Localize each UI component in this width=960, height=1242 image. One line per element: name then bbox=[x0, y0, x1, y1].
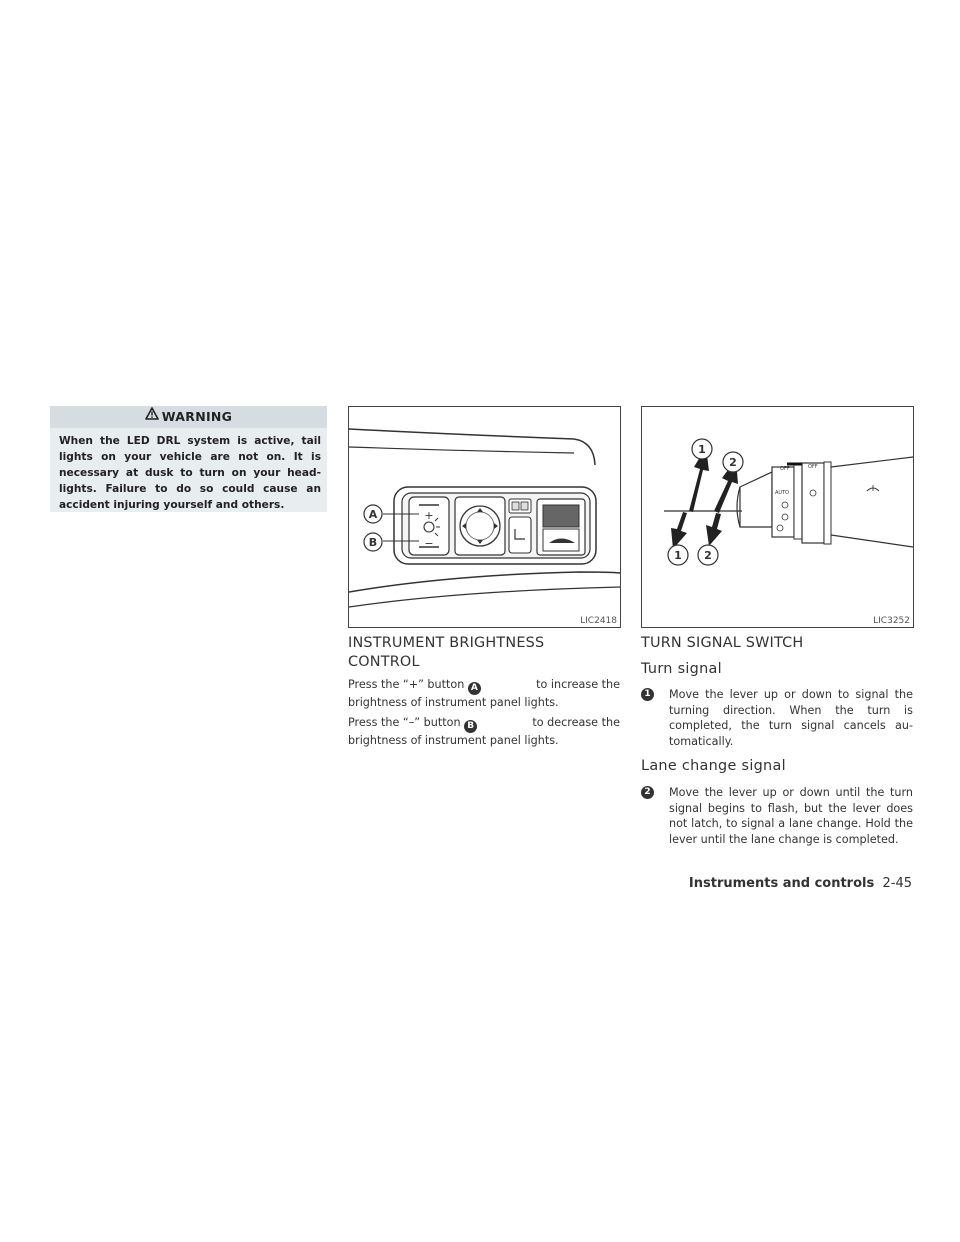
footer-section: Instruments and controls bbox=[688, 876, 875, 891]
plus-label: + bbox=[424, 509, 434, 522]
lane-change-text: Move the lever up or down until the turn signal begins to flash, but the lever does not latch, to signal a lane change. Hold the lever until the lane change is completed. bbox=[669, 786, 913, 846]
badge-1: 1 bbox=[641, 688, 654, 701]
badge-2: 2 bbox=[641, 786, 654, 799]
switch-auto-label: AUTO bbox=[775, 490, 790, 496]
figure-brightness-control bbox=[348, 406, 621, 628]
callout-a: A bbox=[368, 508, 378, 521]
brightness-paragraph-2: Press the “–” button B to decrease the brightness of instrument panel lights. bbox=[348, 716, 620, 747]
warning-header bbox=[50, 406, 327, 428]
turn-signal-illustration bbox=[642, 407, 913, 627]
warning-text: When the LED DRL system is active, tail lights on your vehicle are not on. It is necessary at dusk to turn on your head-lights. Failure to do so could cause an accident injuring yourself and others. bbox=[59, 435, 321, 511]
callout-b: B bbox=[368, 536, 378, 549]
footer-page-number: 2-45 bbox=[882, 876, 912, 891]
callout-2-down: 2 bbox=[704, 549, 712, 562]
arrow-2-down bbox=[706, 513, 722, 546]
brightness-heading: INSTRUMENT BRIGHTNESS CONTROL bbox=[348, 635, 545, 670]
turn-switch-heading: TURN SIGNAL SWITCH bbox=[641, 635, 804, 651]
switch-off-label-2: OFF bbox=[808, 464, 818, 470]
turn-signal-text: Move the lever up or down to signal the turning direction. When the turn is completed, the turn signal cancels au-tomatically. bbox=[669, 688, 913, 748]
lane-change-heading: Lane change signal bbox=[641, 758, 786, 774]
callout-1-up: 1 bbox=[698, 443, 706, 456]
warning-icon bbox=[145, 405, 159, 427]
page-footer bbox=[660, 876, 912, 891]
figure-code: LIC2418 bbox=[580, 616, 617, 626]
turn-signal-heading: Turn signal bbox=[641, 661, 722, 677]
turn-signal-item bbox=[641, 687, 913, 749]
figure-turn-signal-switch bbox=[641, 406, 914, 628]
badge-b: B bbox=[464, 720, 477, 733]
callout-2-up: 2 bbox=[729, 456, 737, 469]
arrow-1-down bbox=[671, 512, 687, 549]
callout-1-down: 1 bbox=[674, 549, 682, 562]
brightness-control-illustration bbox=[349, 407, 620, 627]
badge-a: A bbox=[468, 682, 481, 695]
brightness-paragraph-1: Press the “+” button A to increase the brightness of instrument panel lights. bbox=[348, 678, 620, 709]
wiper-icon bbox=[867, 485, 879, 491]
lane-change-item bbox=[641, 785, 913, 847]
figure-code: LIC3252 bbox=[873, 616, 910, 626]
switch-off-label-1: OFF bbox=[780, 466, 790, 472]
warning-title: WARNING bbox=[161, 409, 233, 424]
minus-label: − bbox=[424, 537, 434, 550]
